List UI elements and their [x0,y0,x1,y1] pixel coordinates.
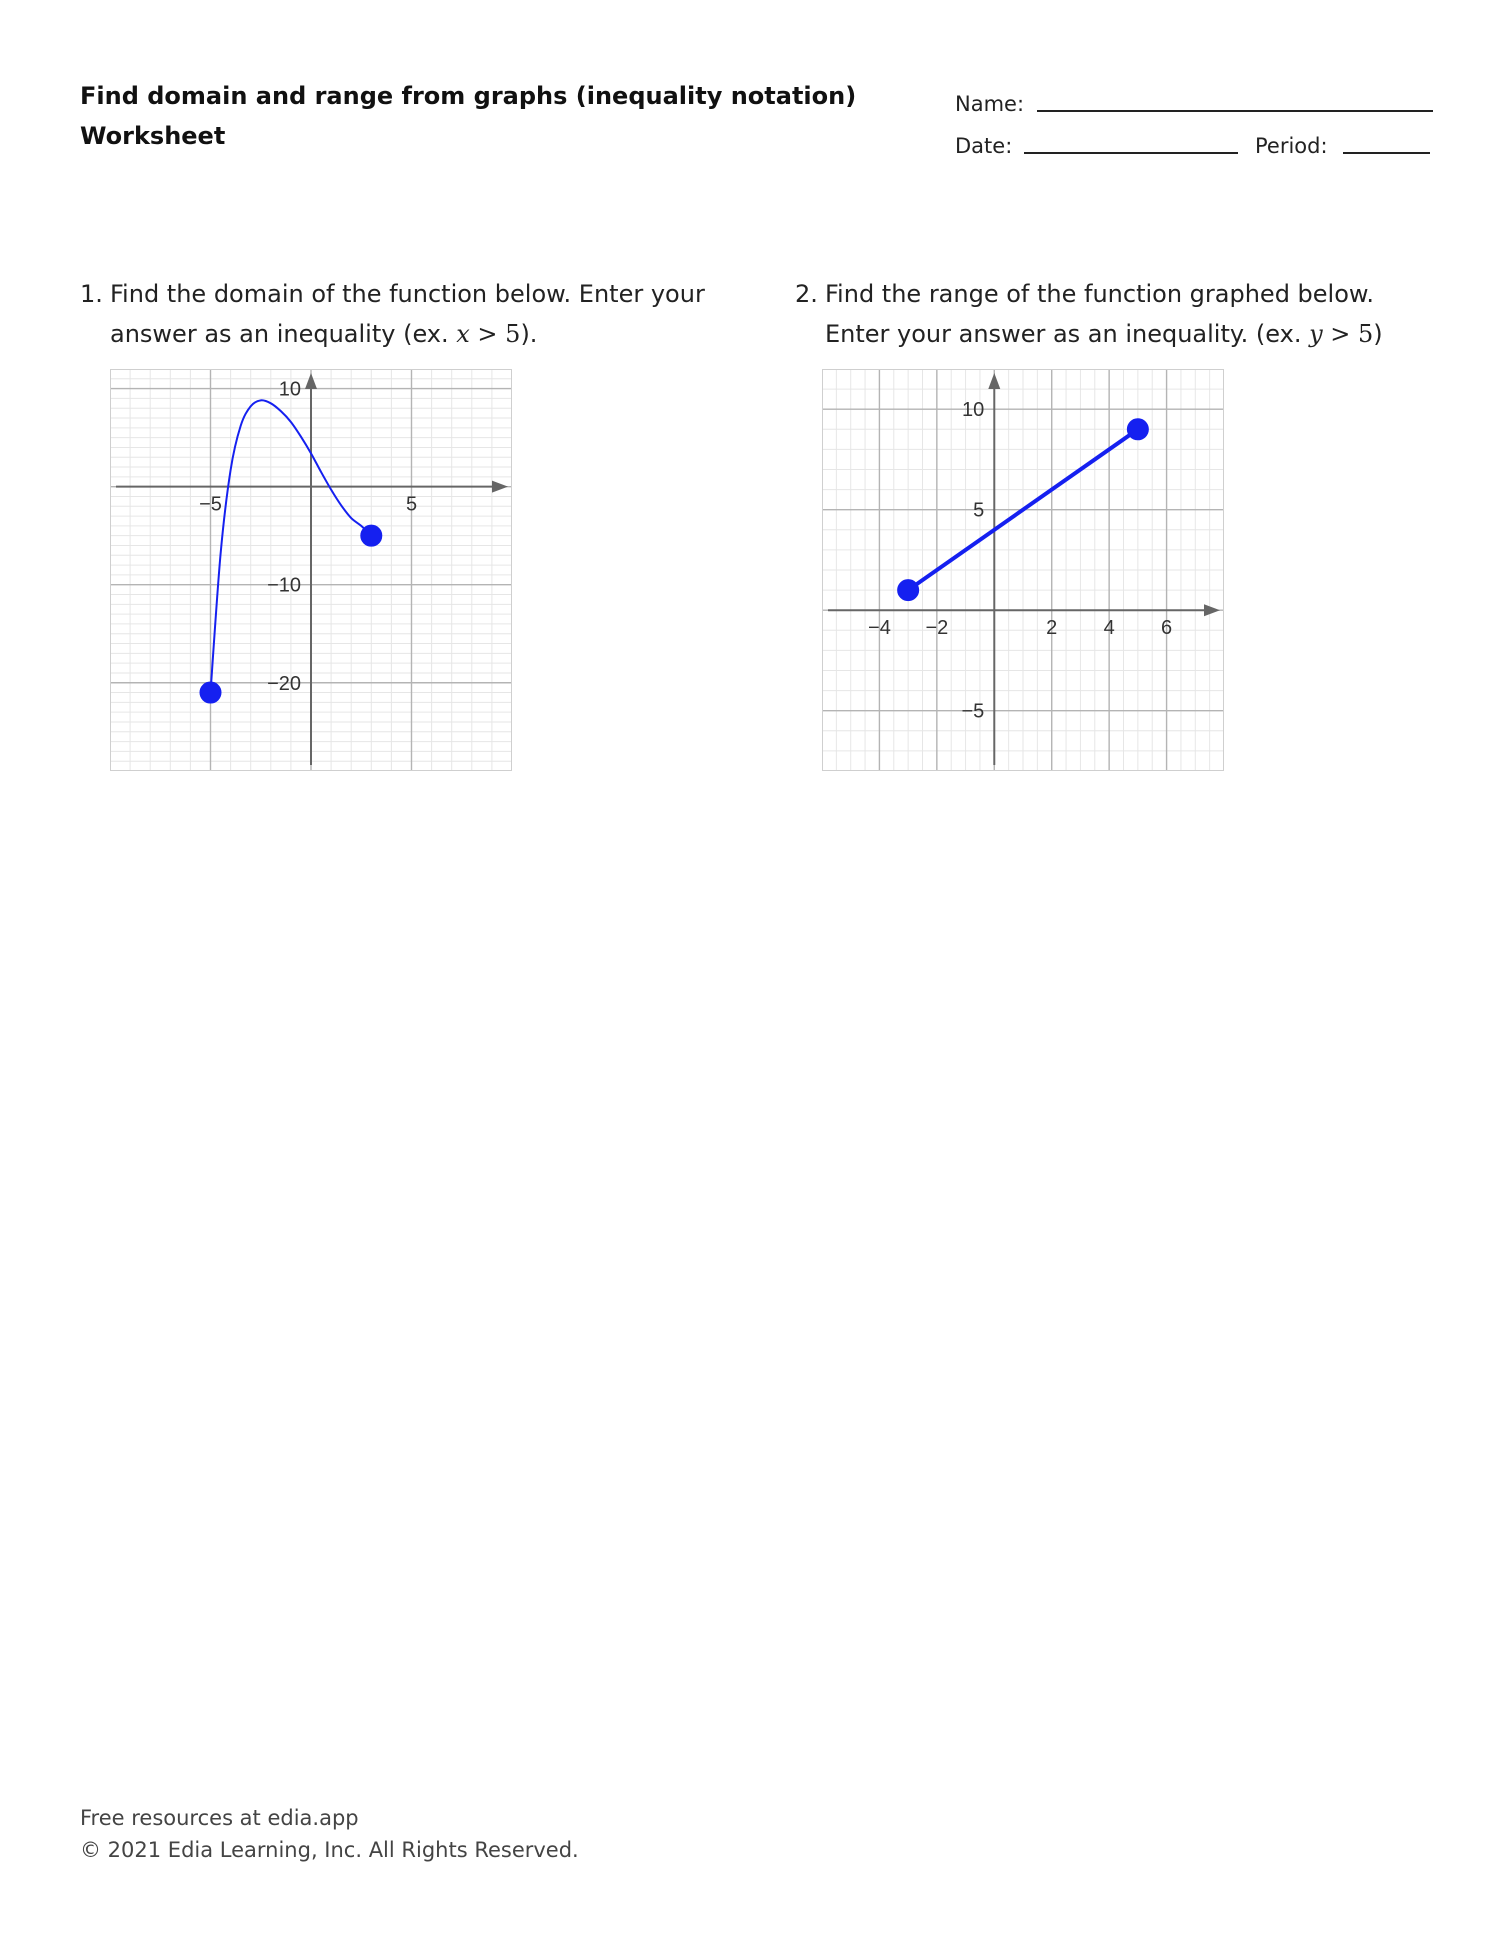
x-tick-label: −2 [925,617,949,640]
question-line-2-end: ). [520,320,538,348]
x-axis-arrow [1204,604,1220,616]
question-line-2 [825,314,1435,354]
question-number: 2. [795,280,818,308]
date-label: Date: [955,134,1013,158]
x-tick-label: 2 [1046,617,1058,640]
graph-question-1 [110,369,512,771]
variable-x: x [456,320,470,348]
x-axis-arrow [492,481,508,493]
y-axis-arrow [305,373,317,389]
question-1 [80,274,720,354]
question-line-2-end: ) [1373,320,1383,348]
variable-y: y [1309,320,1323,348]
question-line-2-text: Enter your answer as an inequality. (ex. [825,320,1310,348]
question-line-1: Find the domain of the function below. Enter your [110,280,705,308]
period-field[interactable] [1343,152,1430,154]
x-tick-label: 6 [1161,617,1173,640]
y-tick-label: −10 [267,574,301,597]
y-tick-label: −20 [267,672,301,695]
name-label: Name: [955,92,1025,116]
inequality-example: > 5 [1322,320,1374,348]
footer-resources: Free resources at edia.app [80,1806,359,1830]
y-tick-label: 10 [962,399,985,422]
x-tick-label: 4 [1103,617,1115,640]
x-tick-label: −4 [868,617,891,640]
date-field[interactable] [1024,152,1238,154]
question-number: 1. [80,280,103,308]
y-tick-label: 10 [278,378,301,401]
y-tick-label: −5 [961,700,985,723]
question-line-2-text: answer as an inequality (ex. [110,320,457,348]
endpoint-dot [361,526,381,546]
worksheet-title: Find domain and range from graphs (inequality notation) [80,82,857,110]
worksheet-subtitle: Worksheet [80,122,226,150]
name-field[interactable] [1037,110,1433,112]
endpoint-dot [201,683,221,703]
x-tick-label: 5 [405,493,418,516]
endpoint-dot [898,580,918,600]
graph-question-2 [822,369,1224,771]
y-tick-label: 5 [973,499,985,522]
endpoint-dot [1128,419,1148,439]
inequality-example: > 5 [469,320,521,348]
question-2 [795,274,1435,354]
question-line-2 [110,314,720,354]
period-label: Period: [1255,134,1328,158]
question-line-1: Find the range of the function graphed below. [825,280,1374,308]
x-tick-label: −5 [199,493,222,516]
y-axis-arrow [988,373,1000,389]
footer-copyright: © 2021 Edia Learning, Inc. All Rights Reserved. [80,1838,579,1862]
